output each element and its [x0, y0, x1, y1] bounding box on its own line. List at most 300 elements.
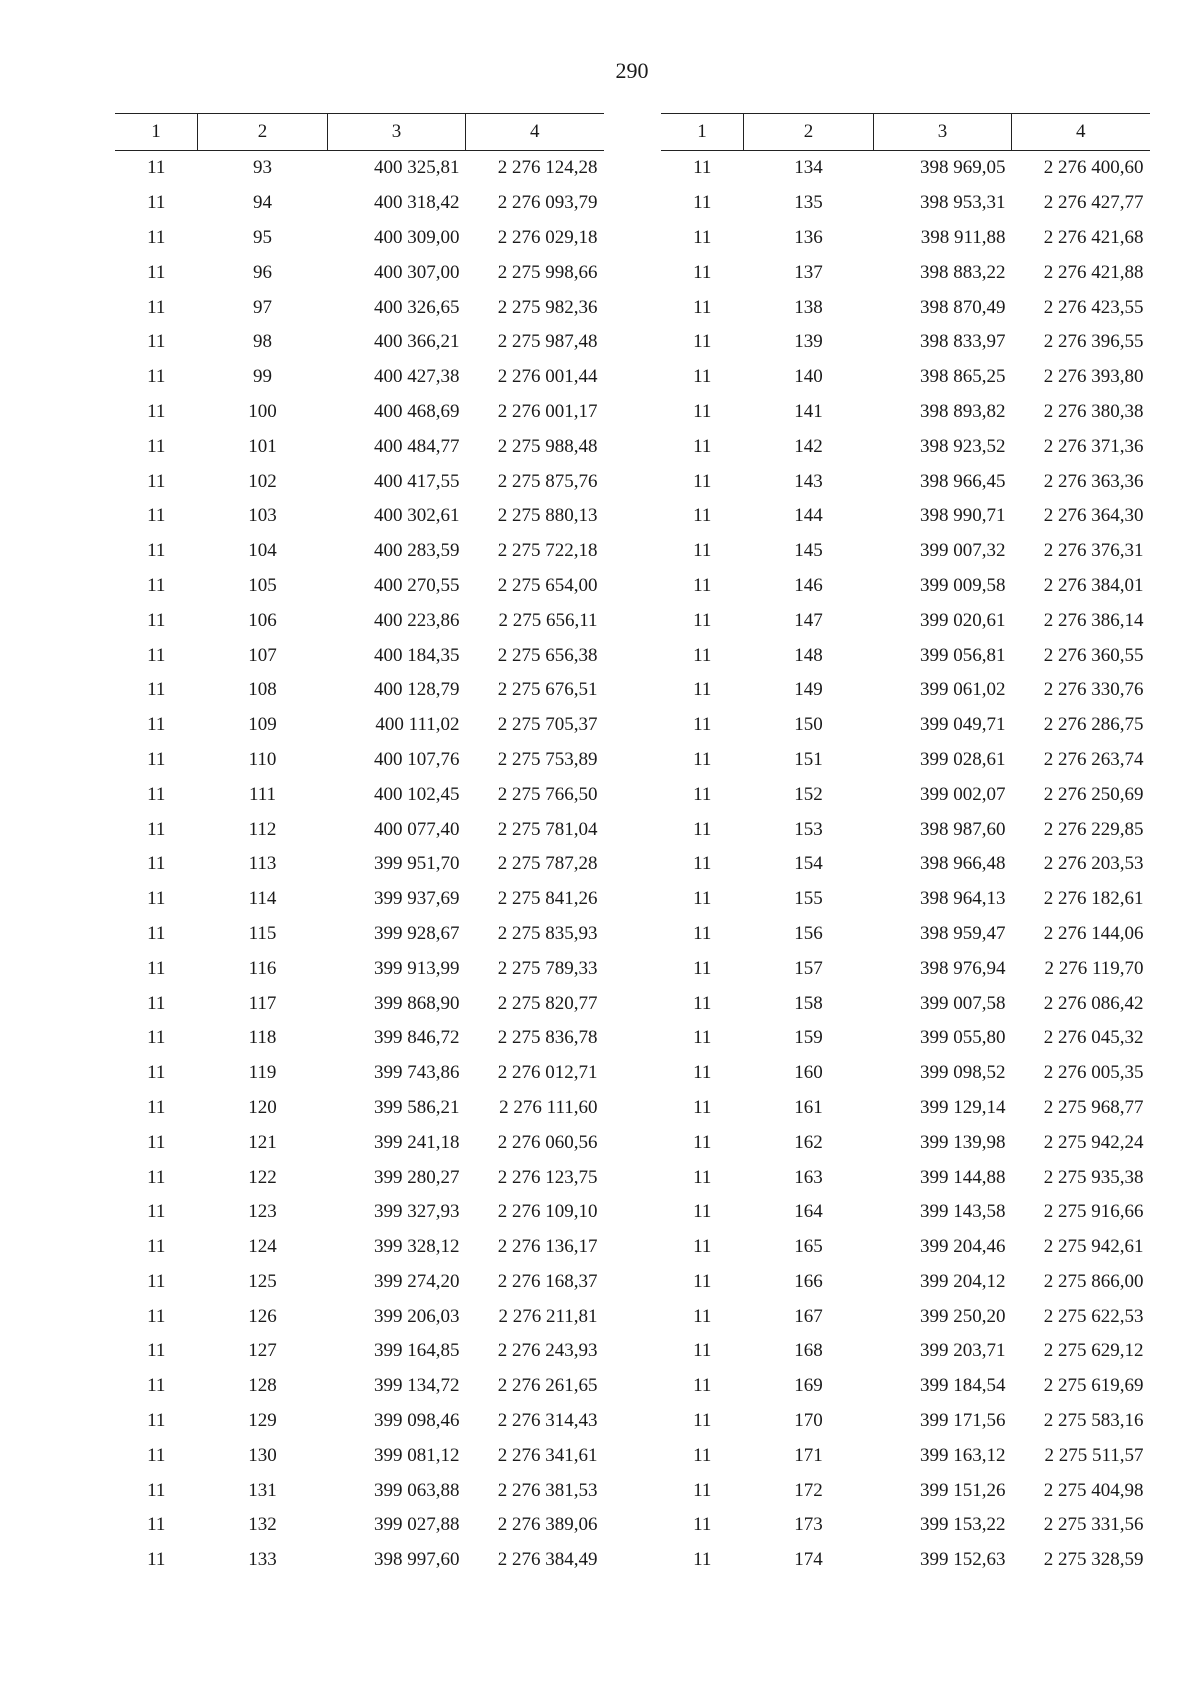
cell-section: 11: [147, 1305, 166, 1327]
cell-y-coordinate: 2 275 787,28: [497, 853, 598, 875]
cell-y-coordinate: 2 276 261,65: [497, 1375, 598, 1397]
cell-section: 11: [693, 748, 712, 770]
cell-section: 11: [147, 505, 166, 527]
cell-point-number: 99: [253, 366, 272, 388]
cell-y-coordinate: 2 275 982,36: [497, 296, 598, 318]
cell-section: 11: [693, 644, 712, 666]
table-row: [661, 1195, 1150, 1230]
cell-section: 11: [693, 470, 712, 492]
cell-point-number: 106: [248, 609, 277, 631]
cell-point-number: 154: [794, 853, 823, 875]
cell-point-number: 117: [248, 992, 277, 1014]
cell-y-coordinate: 2 275 820,77: [497, 992, 598, 1014]
cell-x-coordinate: 400 325,81: [374, 157, 460, 179]
cell-point-number: 100: [248, 400, 277, 422]
cell-section: 11: [147, 296, 166, 318]
cell-x-coordinate: 398 959,47: [920, 922, 1006, 944]
table-row: [115, 534, 604, 569]
cell-x-coordinate: 399 280,27: [374, 1166, 460, 1188]
cell-section: 11: [693, 1305, 712, 1327]
cell-y-coordinate: 2 276 250,69: [1043, 783, 1144, 805]
table-row: [661, 1508, 1150, 1543]
cell-x-coordinate: 399 028,61: [920, 748, 1006, 770]
cell-y-coordinate: 2 275 841,26: [497, 888, 598, 910]
cell-section: 11: [147, 540, 166, 562]
cell-x-coordinate: 399 098,46: [374, 1410, 460, 1432]
cell-section: 11: [147, 1340, 166, 1362]
cell-section: 11: [147, 644, 166, 666]
cell-x-coordinate: 399 241,18: [374, 1131, 460, 1153]
table-row: [115, 812, 604, 847]
cell-section: 11: [693, 1479, 712, 1501]
table-row: [661, 360, 1150, 395]
cell-section: 11: [147, 261, 166, 283]
table-row: [661, 1056, 1150, 1091]
cell-section: 11: [693, 157, 712, 179]
cell-point-number: 94: [253, 192, 272, 214]
cell-y-coordinate: 2 276 286,75: [1043, 714, 1144, 736]
cell-point-number: 169: [794, 1375, 823, 1397]
cell-y-coordinate: 2 276 045,32: [1043, 1027, 1144, 1049]
cell-x-coordinate: 398 893,82: [920, 400, 1006, 422]
cell-point-number: 166: [794, 1270, 823, 1292]
table-row: [661, 499, 1150, 534]
cell-point-number: 158: [794, 992, 823, 1014]
cell-x-coordinate: 400 283,59: [374, 540, 460, 562]
cell-x-coordinate: 398 969,05: [920, 157, 1006, 179]
cell-y-coordinate: 2 275 705,37: [497, 714, 598, 736]
cell-x-coordinate: 398 911,88: [920, 226, 1006, 248]
cell-point-number: 110: [248, 748, 277, 770]
table-row: [115, 1091, 604, 1126]
table-row: [115, 1299, 604, 1334]
table-row: [661, 569, 1150, 604]
cell-point-number: 115: [248, 922, 277, 944]
cell-x-coordinate: 399 250,20: [920, 1305, 1006, 1327]
page-number: 290: [615, 58, 649, 83]
cell-point-number: 164: [794, 1201, 823, 1223]
cell-y-coordinate: 2 275 654,00: [497, 574, 598, 596]
cell-section: 11: [693, 1410, 712, 1432]
column-header-3: 3: [328, 114, 466, 151]
table-row: [661, 429, 1150, 464]
cell-section: 11: [147, 1549, 166, 1571]
cell-y-coordinate: 2 276 427,77: [1043, 192, 1144, 214]
table-row: [115, 743, 604, 778]
table-row: [115, 1195, 604, 1230]
table-row: [115, 603, 604, 638]
cell-y-coordinate: 2 275 942,24: [1043, 1131, 1144, 1153]
cell-section: 11: [693, 783, 712, 805]
cell-point-number: 93: [253, 157, 272, 179]
cell-section: 11: [147, 470, 166, 492]
cell-section: 11: [147, 888, 166, 910]
cell-point-number: 108: [248, 679, 277, 701]
cell-x-coordinate: 399 951,70: [374, 853, 460, 875]
table-row: [661, 186, 1150, 221]
table-row: [115, 1438, 604, 1473]
cell-x-coordinate: 399 007,32: [920, 540, 1006, 562]
cell-point-number: 96: [253, 261, 272, 283]
cell-y-coordinate: 2 275 766,50: [497, 783, 598, 805]
cell-section: 11: [147, 400, 166, 422]
cell-section: 11: [693, 540, 712, 562]
cell-point-number: 95: [253, 226, 272, 248]
cell-section: 11: [147, 957, 166, 979]
table-row: [661, 882, 1150, 917]
cell-section: 11: [147, 331, 166, 353]
cell-x-coordinate: 399 163,12: [920, 1444, 1006, 1466]
cell-x-coordinate: 399 152,63: [920, 1549, 1006, 1571]
table-row: [115, 1160, 604, 1195]
column-header-4: 4: [466, 114, 604, 151]
cell-x-coordinate: 400 417,55: [374, 470, 460, 492]
cell-x-coordinate: 399 203,71: [920, 1340, 1006, 1362]
cell-x-coordinate: 399 139,98: [920, 1131, 1006, 1153]
cell-y-coordinate: 2 275 789,33: [497, 957, 598, 979]
cell-x-coordinate: 398 966,45: [920, 470, 1006, 492]
table-row: [115, 290, 604, 325]
cell-point-number: 109: [248, 714, 277, 736]
cell-x-coordinate: 398 997,60: [374, 1549, 460, 1571]
cell-x-coordinate: 399 151,26: [920, 1479, 1006, 1501]
cell-y-coordinate: 2 275 935,38: [1043, 1166, 1144, 1188]
cell-y-coordinate: 2 275 916,66: [1043, 1201, 1144, 1223]
cell-section: 11: [147, 853, 166, 875]
cell-section: 11: [693, 192, 712, 214]
cell-point-number: 165: [794, 1236, 823, 1258]
cell-section: 11: [693, 1549, 712, 1571]
cell-y-coordinate: 2 276 371,36: [1043, 435, 1144, 457]
cell-point-number: 134: [794, 157, 823, 179]
cell-x-coordinate: 400 302,61: [374, 505, 460, 527]
cell-section: 11: [147, 157, 166, 179]
cell-y-coordinate: 2 275 404,98: [1043, 1479, 1144, 1501]
table-row: [115, 186, 604, 221]
cell-section: 11: [693, 435, 712, 457]
cell-section: 11: [693, 1236, 712, 1258]
table-row: [661, 1160, 1150, 1195]
column-header-1: 1: [115, 114, 198, 151]
cell-x-coordinate: 399 081,12: [374, 1444, 460, 1466]
cell-y-coordinate: 2 276 330,76: [1043, 679, 1144, 701]
cell-point-number: 145: [794, 540, 823, 562]
cell-y-coordinate: 2 276 124,28: [497, 157, 598, 179]
cell-x-coordinate: 400 111,02: [375, 714, 460, 736]
cell-section: 11: [147, 1131, 166, 1153]
coordinates-table-right: [661, 113, 1150, 1578]
cell-x-coordinate: 399 164,85: [374, 1340, 460, 1362]
cell-x-coordinate: 400 077,40: [374, 818, 460, 840]
table-row: [115, 638, 604, 673]
cell-point-number: 173: [794, 1514, 823, 1536]
cell-y-coordinate: 2 276 029,18: [497, 226, 598, 248]
cell-section: 11: [693, 574, 712, 596]
cell-x-coordinate: 399 913,99: [374, 957, 460, 979]
cell-section: 11: [147, 1201, 166, 1223]
cell-section: 11: [693, 1340, 712, 1362]
cell-point-number: 131: [248, 1479, 277, 1501]
cell-y-coordinate: 2 276 364,30: [1043, 505, 1144, 527]
cell-y-coordinate: 2 276 136,17: [497, 1236, 598, 1258]
cell-y-coordinate: 2 276 119,70: [1044, 957, 1144, 979]
table-row: [115, 1230, 604, 1265]
cell-point-number: 114: [248, 888, 277, 910]
cell-x-coordinate: 399 002,07: [920, 783, 1006, 805]
table-row: [661, 603, 1150, 638]
cell-y-coordinate: 2 276 229,85: [1043, 818, 1144, 840]
cell-y-coordinate: 2 276 423,55: [1043, 296, 1144, 318]
cell-y-coordinate: 2 276 001,44: [497, 366, 598, 388]
cell-section: 11: [693, 1201, 712, 1223]
cell-x-coordinate: 399 928,67: [374, 922, 460, 944]
cell-point-number: 138: [794, 296, 823, 318]
cell-x-coordinate: 398 953,31: [920, 192, 1006, 214]
cell-point-number: 128: [248, 1375, 277, 1397]
cell-y-coordinate: 2 276 001,17: [497, 400, 598, 422]
cell-point-number: 137: [794, 261, 823, 283]
table-row: [115, 1021, 604, 1056]
header-row: [115, 114, 604, 151]
table-row: [661, 221, 1150, 256]
cell-point-number: 103: [248, 505, 277, 527]
column-header-1: 1: [661, 114, 744, 151]
cell-y-coordinate: 2 275 942,61: [1043, 1236, 1144, 1258]
cell-point-number: 163: [794, 1166, 823, 1188]
cell-x-coordinate: 400 427,38: [374, 366, 460, 388]
cell-point-number: 149: [794, 679, 823, 701]
cell-section: 11: [693, 922, 712, 944]
cell-point-number: 148: [794, 644, 823, 666]
cell-section: 11: [147, 1166, 166, 1188]
cell-x-coordinate: 400 270,55: [374, 574, 460, 596]
cell-y-coordinate: 2 275 622,53: [1043, 1305, 1144, 1327]
cell-section: 11: [147, 1096, 166, 1118]
cell-y-coordinate: 2 276 421,68: [1043, 226, 1144, 248]
cell-point-number: 112: [248, 818, 277, 840]
table-row: [115, 325, 604, 360]
cell-section: 11: [147, 609, 166, 631]
cell-x-coordinate: 398 923,52: [920, 435, 1006, 457]
cell-point-number: 111: [248, 783, 277, 805]
cell-x-coordinate: 398 990,71: [920, 505, 1006, 527]
cell-y-coordinate: 2 275 835,93: [497, 922, 598, 944]
cell-section: 11: [147, 1375, 166, 1397]
cell-x-coordinate: 399 204,46: [920, 1236, 1006, 1258]
cell-point-number: 153: [794, 818, 823, 840]
cell-point-number: 170: [794, 1410, 823, 1432]
cell-y-coordinate: 2 276 111,60: [499, 1096, 598, 1118]
cell-point-number: 167: [794, 1305, 823, 1327]
table-row: [115, 429, 604, 464]
cell-section: 11: [147, 1027, 166, 1049]
cell-x-coordinate: 399 056,81: [920, 644, 1006, 666]
cell-y-coordinate: 2 276 400,60: [1043, 157, 1144, 179]
cell-point-number: 144: [794, 505, 823, 527]
cell-point-number: 147: [794, 609, 823, 631]
cell-section: 11: [147, 574, 166, 596]
table-row: [115, 847, 604, 882]
cell-section: 11: [147, 679, 166, 701]
table-row: [115, 151, 604, 186]
cell-x-coordinate: 398 865,25: [920, 366, 1006, 388]
table-row: [115, 917, 604, 952]
cell-y-coordinate: 2 276 396,55: [1043, 331, 1144, 353]
table-row: [115, 395, 604, 430]
table-row: [661, 255, 1150, 290]
cell-x-coordinate: 399 098,52: [920, 1062, 1006, 1084]
table-row: [661, 1091, 1150, 1126]
cell-y-coordinate: 2 275 753,89: [497, 748, 598, 770]
cell-x-coordinate: 399 327,93: [374, 1201, 460, 1223]
cell-section: 11: [147, 748, 166, 770]
cell-point-number: 168: [794, 1340, 823, 1362]
cell-y-coordinate: 2 276 363,36: [1043, 470, 1144, 492]
cell-x-coordinate: 399 134,72: [374, 1375, 460, 1397]
cell-section: 11: [693, 1131, 712, 1153]
cell-x-coordinate: 399 055,80: [920, 1027, 1006, 1049]
cell-y-coordinate: 2 276 144,06: [1043, 922, 1144, 944]
table-row: [661, 1334, 1150, 1369]
cell-x-coordinate: 400 128,79: [374, 679, 460, 701]
cell-point-number: 142: [794, 435, 823, 457]
table-row: [661, 1265, 1150, 1300]
table-row: [661, 812, 1150, 847]
cell-point-number: 133: [248, 1549, 277, 1571]
cell-point-number: 104: [248, 540, 277, 562]
table-row: [661, 673, 1150, 708]
cell-section: 11: [147, 1514, 166, 1536]
cell-section: 11: [147, 366, 166, 388]
cell-y-coordinate: 2 275 619,69: [1043, 1375, 1144, 1397]
cell-x-coordinate: 400 107,76: [374, 748, 460, 770]
cell-section: 11: [693, 366, 712, 388]
cell-y-coordinate: 2 275 583,16: [1043, 1410, 1144, 1432]
cell-point-number: 172: [794, 1479, 823, 1501]
column-header-4: 4: [1012, 114, 1150, 151]
cell-section: 11: [147, 1236, 166, 1258]
cell-x-coordinate: 398 987,60: [920, 818, 1006, 840]
cell-point-number: 136: [794, 226, 823, 248]
cell-y-coordinate: 2 276 263,74: [1043, 748, 1144, 770]
cell-x-coordinate: 400 102,45: [374, 783, 460, 805]
cell-section: 11: [693, 888, 712, 910]
cell-x-coordinate: 398 964,13: [920, 888, 1006, 910]
cell-section: 11: [147, 1410, 166, 1432]
cell-y-coordinate: 2 276 421,88: [1043, 261, 1144, 283]
cell-y-coordinate: 2 276 182,61: [1043, 888, 1144, 910]
table-row: [115, 1369, 604, 1404]
cell-x-coordinate: 400 366,21: [374, 331, 460, 353]
cell-y-coordinate: 2 276 314,43: [497, 1410, 598, 1432]
table-row: [661, 638, 1150, 673]
cell-section: 11: [147, 922, 166, 944]
cell-section: 11: [693, 331, 712, 353]
table-row: [661, 1369, 1150, 1404]
column-header-3: 3: [874, 114, 1012, 151]
cell-y-coordinate: 2 276 211,81: [498, 1305, 598, 1327]
table-row: [661, 395, 1150, 430]
cell-x-coordinate: 399 204,12: [920, 1270, 1006, 1292]
cell-point-number: 113: [248, 853, 277, 875]
table-row: [661, 777, 1150, 812]
cell-x-coordinate: 398 870,49: [920, 296, 1006, 318]
table-row: [115, 464, 604, 499]
table-row: [661, 290, 1150, 325]
cell-section: 11: [147, 818, 166, 840]
table-row: [115, 360, 604, 395]
table-row: [115, 1543, 604, 1578]
table-row: [115, 1334, 604, 1369]
cell-y-coordinate: 2 276 381,53: [497, 1479, 598, 1501]
table-row: [661, 743, 1150, 778]
table-row: [115, 1508, 604, 1543]
cell-point-number: 97: [253, 296, 272, 318]
table-row: [661, 708, 1150, 743]
table-row: [115, 777, 604, 812]
table-row: [661, 464, 1150, 499]
cell-point-number: 122: [248, 1166, 277, 1188]
cell-y-coordinate: 2 276 386,14: [1043, 609, 1144, 631]
cell-section: 11: [693, 1027, 712, 1049]
cell-section: 11: [693, 400, 712, 422]
table-row: [115, 1265, 604, 1300]
cell-y-coordinate: 2 275 722,18: [497, 540, 598, 562]
cell-point-number: 132: [248, 1514, 277, 1536]
table-row: [115, 221, 604, 256]
cell-y-coordinate: 2 276 109,10: [497, 1201, 598, 1223]
cell-point-number: 155: [794, 888, 823, 910]
cell-point-number: 140: [794, 366, 823, 388]
cell-point-number: 157: [794, 957, 823, 979]
cell-x-coordinate: 399 063,88: [374, 1479, 460, 1501]
table-row: [661, 917, 1150, 952]
cell-y-coordinate: 2 276 376,31: [1043, 540, 1144, 562]
table-row: [661, 1404, 1150, 1439]
cell-point-number: 116: [248, 957, 277, 979]
table-row: [115, 1125, 604, 1160]
cell-x-coordinate: 400 484,77: [374, 435, 460, 457]
cell-section: 11: [693, 1062, 712, 1084]
header-row: [661, 114, 1150, 151]
cell-point-number: 139: [794, 331, 823, 353]
coordinates-table-left: [115, 113, 604, 1578]
cell-x-coordinate: 400 468,69: [374, 400, 460, 422]
cell-section: 11: [693, 505, 712, 527]
cell-y-coordinate: 2 276 384,49: [497, 1549, 598, 1571]
table-row: [661, 1543, 1150, 1578]
table-row: [115, 951, 604, 986]
cell-section: 11: [693, 1096, 712, 1118]
cell-x-coordinate: 399 171,56: [920, 1410, 1006, 1432]
table-row: [661, 1230, 1150, 1265]
table-row: [115, 882, 604, 917]
cell-y-coordinate: 2 276 243,93: [497, 1340, 598, 1362]
cell-x-coordinate: 400 318,42: [374, 192, 460, 214]
cell-section: 11: [693, 714, 712, 736]
cell-y-coordinate: 2 276 360,55: [1043, 644, 1144, 666]
cell-point-number: 120: [248, 1096, 277, 1118]
cell-point-number: 161: [794, 1096, 823, 1118]
cell-x-coordinate: 399 143,58: [920, 1201, 1006, 1223]
cell-section: 11: [693, 957, 712, 979]
cell-point-number: 160: [794, 1062, 823, 1084]
cell-point-number: 105: [248, 574, 277, 596]
cell-point-number: 151: [794, 748, 823, 770]
cell-x-coordinate: 398 966,48: [920, 853, 1006, 875]
cell-section: 11: [693, 1375, 712, 1397]
cell-section: 11: [693, 818, 712, 840]
